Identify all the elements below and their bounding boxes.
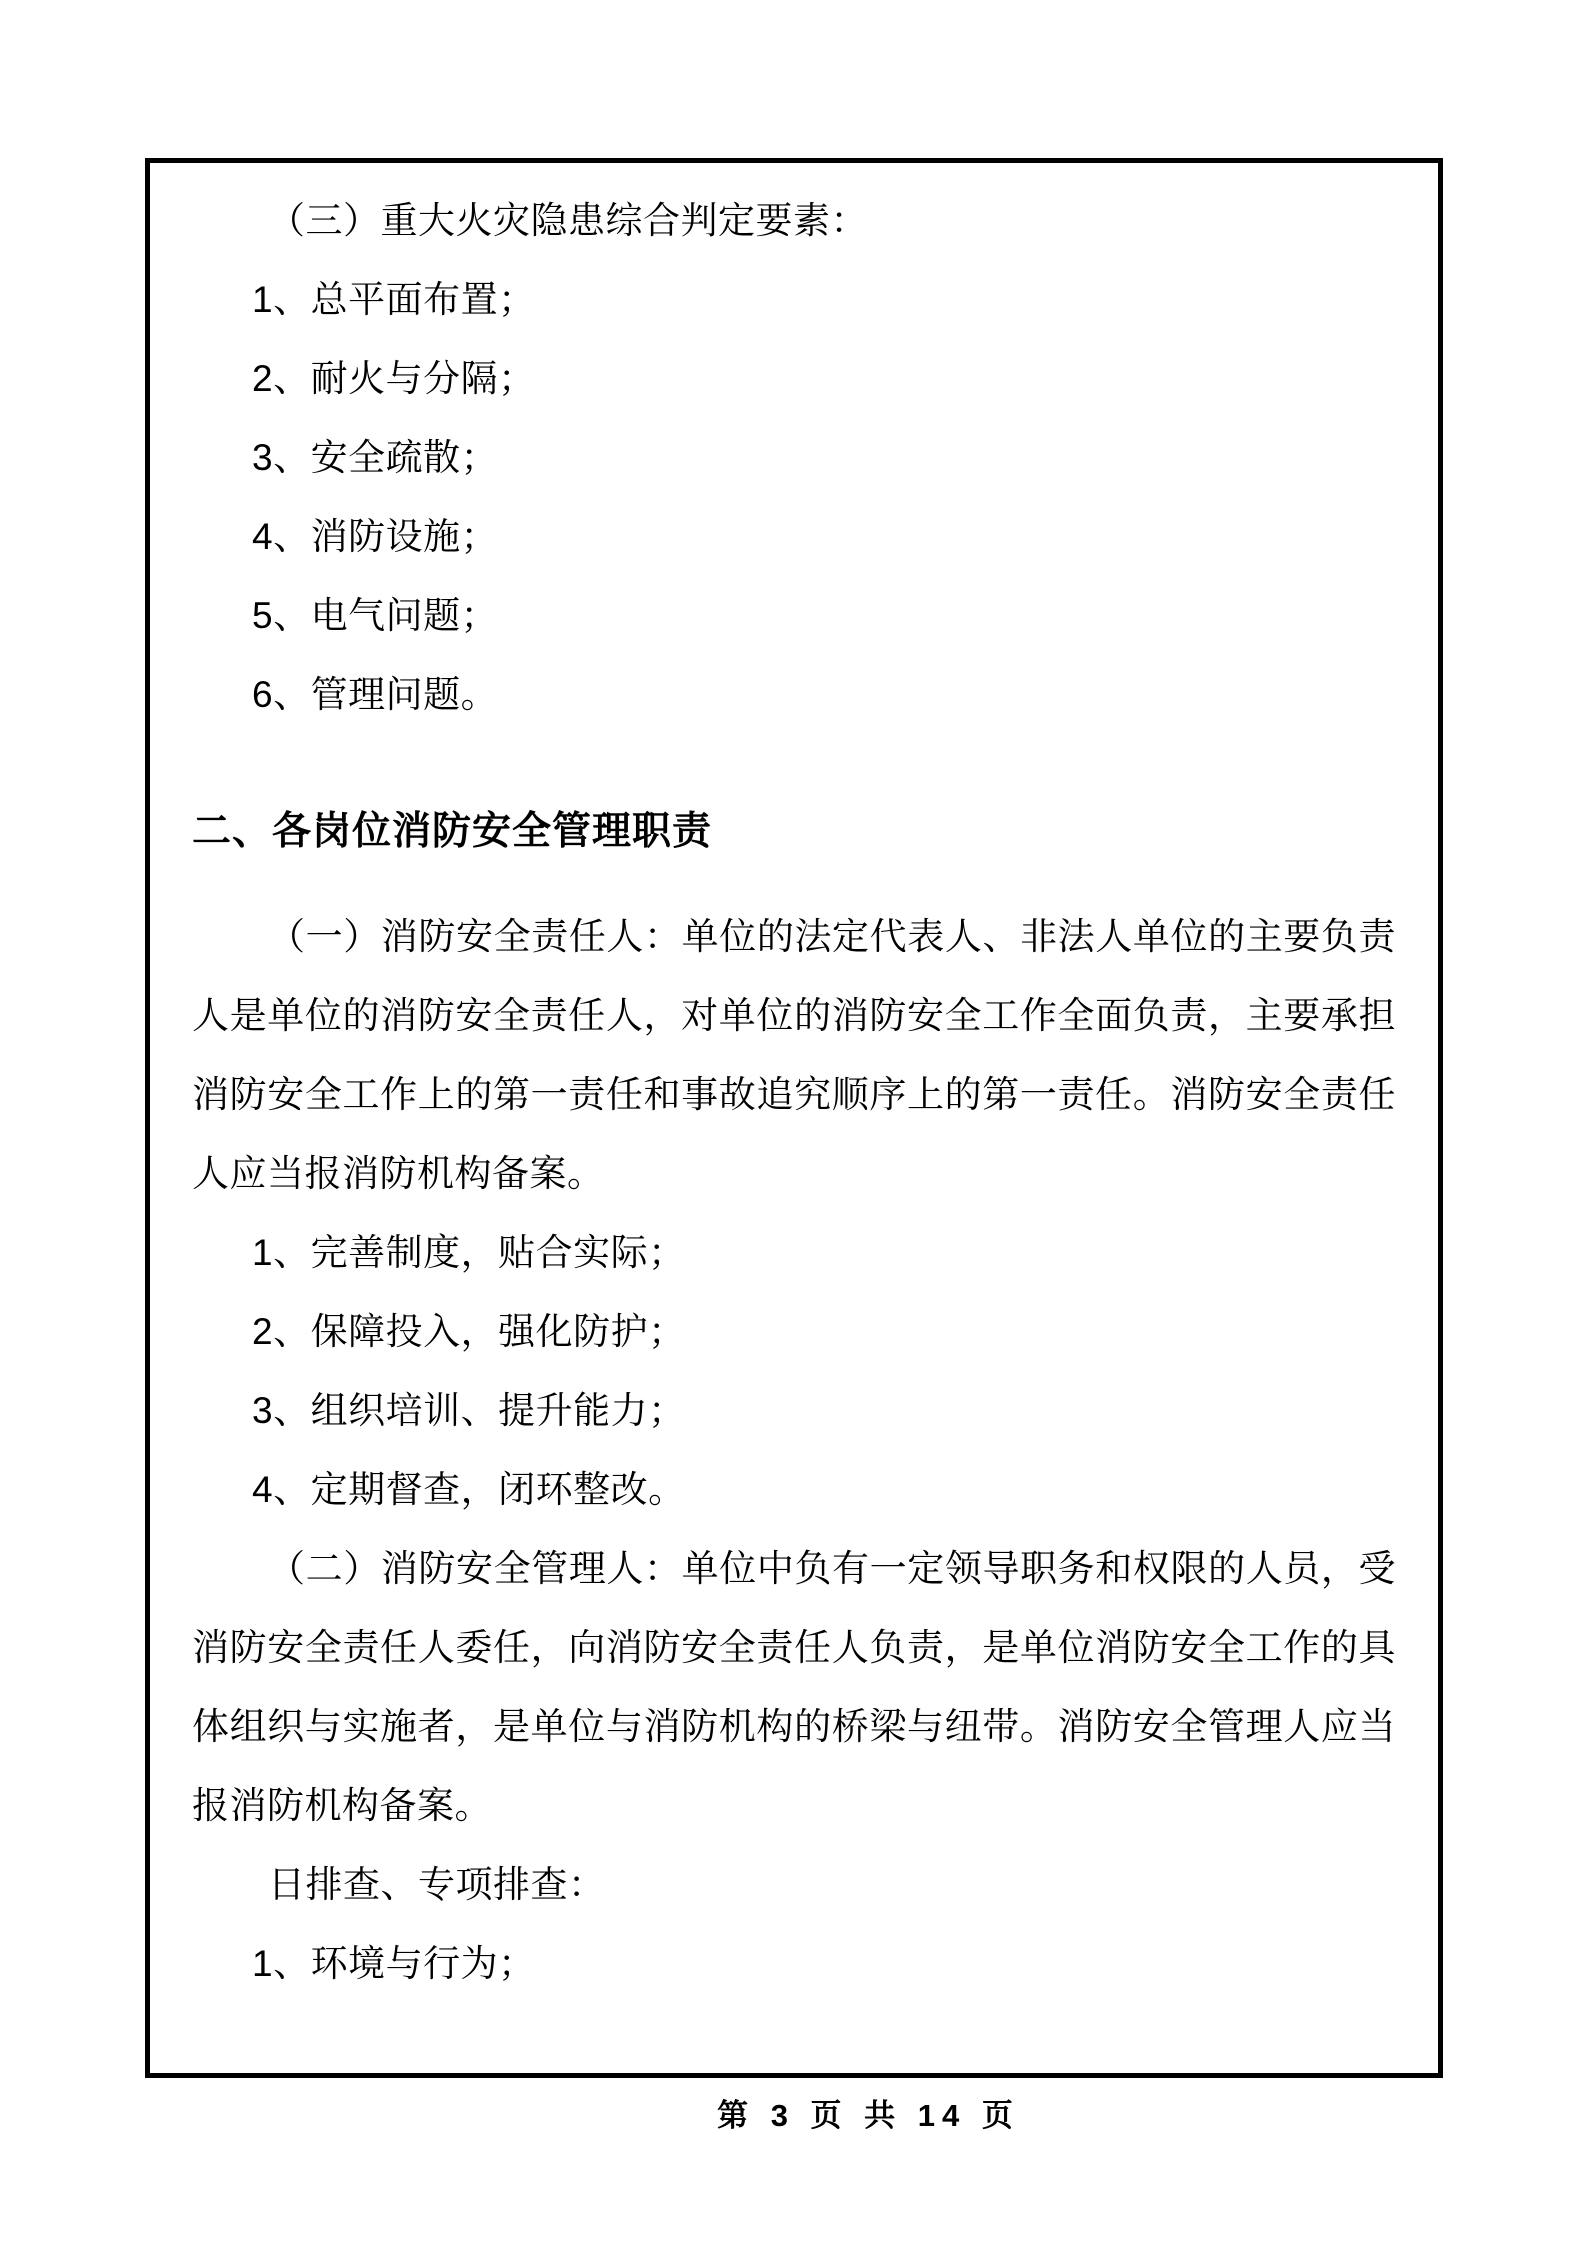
list-item: 1、总平面布置； xyxy=(252,279,536,320)
responsible-person-paragraph: （一）消防安全责任人：单位的法定代表人、非法人单位的主要负责人是单位的消防安全责任人，对单位的消防安全工作全面负责，主要承担消防安全工作上的第一责任和事故追究顺序上的第一责任。消防安全责任人应当报消防机构备案。 xyxy=(192,916,1396,1194)
list-item: 5、电气问题； xyxy=(252,595,499,636)
list-item: 6、管理问题。 xyxy=(252,674,499,715)
content-body xyxy=(150,163,1438,2073)
list-item: 4、定期督查，闭环整改。 xyxy=(252,1469,686,1510)
block-spacer xyxy=(192,871,1396,897)
safety-manager-paragraph: （二）消防安全管理人：单位中负有一定领导职务和权限的人员，受消防安全责任人委任，向消防安全责任人负责，是单位消防安全工作的具体组织与实施者，是单位与消防机构的桥梁与纽带。消防安全管理人应当报消防机构备案。 xyxy=(192,1548,1396,1826)
list-item: 4、消防设施； xyxy=(252,516,499,557)
page-number-text: 第 3 页 共 14 页 xyxy=(717,2098,1020,2133)
subsection-heading: （三）重大火灾隐患综合判定要素： xyxy=(268,200,868,241)
list-item: 3、组织培训、提升能力； xyxy=(252,1390,686,1431)
list-item: 2、保障投入，强化防护； xyxy=(252,1311,686,1352)
list-item: 1、完善制度，贴合实际； xyxy=(252,1232,686,1273)
inspection-label: 日排查、专项排查： xyxy=(268,1864,606,1905)
list-item: 3、安全疏散； xyxy=(252,437,499,478)
block-spacer xyxy=(192,734,1396,792)
list-item: 2、耐火与分隔； xyxy=(252,358,536,399)
section-heading: 二、各岗位消防安全管理职责 xyxy=(192,810,713,853)
list-item: 1、环境与行为； xyxy=(252,1943,536,1984)
content-frame xyxy=(145,158,1443,2078)
page-footer xyxy=(0,2090,1587,2135)
